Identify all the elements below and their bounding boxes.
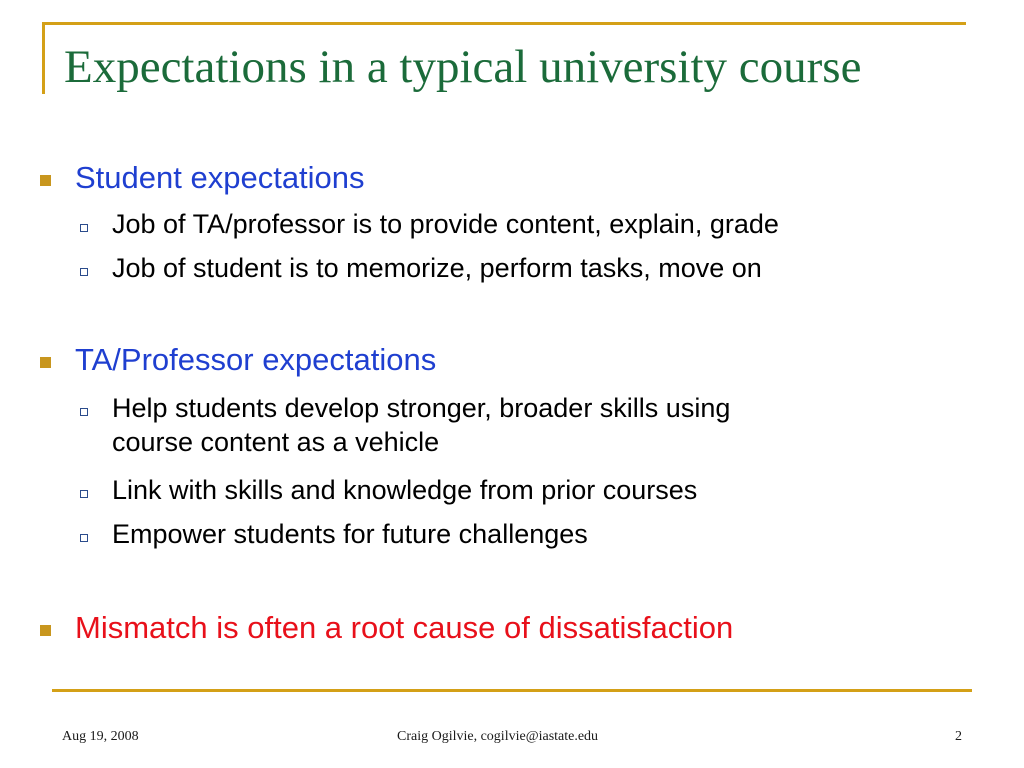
top-accent-rule <box>42 22 966 25</box>
sub-item-link-skills: Link with skills and knowledge from prior courses <box>112 475 698 505</box>
sub-bullet-square-icon <box>80 268 88 276</box>
footer-date: Aug 19, 2008 <box>62 729 139 744</box>
left-accent-rule <box>42 22 45 94</box>
bottom-accent-rule <box>52 689 972 692</box>
footer-author: Craig Ogilvie, cogilvie@iastate.edu <box>397 729 599 744</box>
sub-bullet-square-icon <box>80 224 88 232</box>
bullet-square-icon <box>40 357 51 368</box>
bullet-square-icon <box>40 175 51 186</box>
sub-bullet-square-icon <box>80 534 88 542</box>
slide-title: Expectations in a typical university course <box>64 41 862 93</box>
sub-item-ta-professor-job: Job of TA/professor is to provide content, explain, grade <box>112 209 779 239</box>
sub-item-help-students-continued: course content as a vehicle <box>112 427 440 457</box>
bullet-square-icon <box>40 625 51 636</box>
bullet-mismatch: Mismatch is often a root cause of dissatisfaction <box>75 610 734 645</box>
bullet-ta-professor-expectations: TA/Professor expectations <box>75 342 437 377</box>
sub-item-help-students: Help students develop stronger, broader skills using <box>112 393 731 423</box>
sub-item-empower-students: Empower students for future challenges <box>112 519 588 549</box>
sub-bullet-square-icon <box>80 490 88 498</box>
bullet-student-expectations: Student expectations <box>75 160 365 195</box>
sub-item-student-job: Job of student is to memorize, perform tasks, move on <box>112 253 762 283</box>
sub-bullet-square-icon <box>80 408 88 416</box>
footer-page-number: 2 <box>955 729 962 744</box>
